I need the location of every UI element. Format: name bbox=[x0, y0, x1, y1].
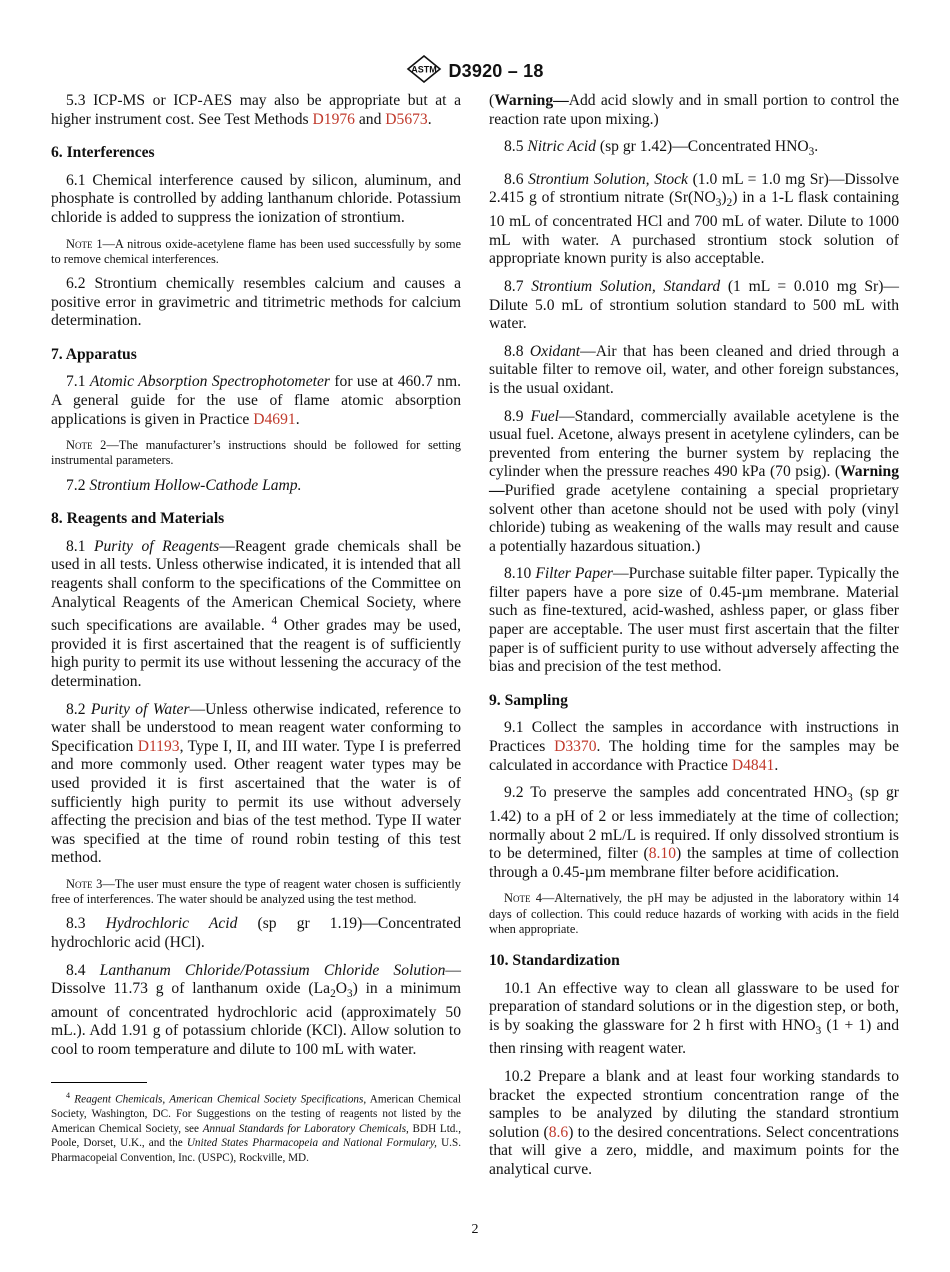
note-1: Note 1—A nitrous oxide-acetylene flame has been used successfully by some to remove chemical interferences. bbox=[51, 236, 461, 266]
para-9-2: 9.2 To preserve the samples add concentrated $HNO_3$ (sp gr 1.42) to a pH of 2 or less immediately at the time of collection; normally about 2 mL/L is required. If only dissolved strontium is to be determined, filter (8.10) the samples at time of collection through a 0.45-µm membrane filter before acidification. bbox=[489, 784, 899, 881]
link-section-8-6[interactable]: 8.6 bbox=[548, 1123, 569, 1141]
footnote-rule bbox=[51, 1082, 147, 1083]
page-header bbox=[0, 55, 950, 88]
para-8-1: 8.1 Purity of Reagents—Reagent grade chemicals shall be used in all tests. Unless otherwise indicated, it is intended that all reagents shall conform to the specifications of the Committee on Analytical Reagents of the American Chemical Society, where such specifications are available. $^4$ Other grades may be used, provided it is first ascertained that the reagent is of sufficiently high purity to permit its use without lessening the accuracy of the determination. bbox=[51, 537, 462, 691]
right-column bbox=[489, 92, 899, 1189]
para-8-7: 8.7 Strontium Solution, Standard (1 mL = 0.010 mg Sr)—Dilute 5.0 mL of strontium solution standard to 500 mL with water. bbox=[489, 277, 900, 333]
para-10-2: 10.2 Prepare a blank and at least four working standards to bracket the expected strontium concentration range of the samples to be analyzed by diluting the standard strontium solution (8.6) to the desired concentrations. Select concentrations that will give a zero, middle, and maximum points for the analytical curve. bbox=[489, 1067, 899, 1178]
note-3: Note 3—The user must ensure the type of reagent water chosen is sufficiently free of interferences. The water should be analyzed using the test method. bbox=[51, 877, 461, 907]
para-7-2: 7.2 Strontium Hollow-Cathode Lamp. bbox=[66, 476, 302, 494]
link-d1193[interactable]: D1193 bbox=[137, 737, 180, 755]
para-7-1: 7.1 Atomic Absorption Spectrophotometer for use at 460.7 nm. A general guide for the use of flame atomic absorption applications is given in Practice D4691. bbox=[51, 373, 462, 428]
para-8-2: 8.2 Purity of Water—Unless otherwise indicated, reference to water shall be understood to mean reagent water conforming to Specification D1193, Type I, II, and III water. Type I is preferred and more commonly used. Other reagent water types may be used provided it is first ascertained that the water is of sufficiently high purity to permit its use without adversely affecting the precision and bias of the test method. Type II water was specified at the time of round robin testing of this test method. bbox=[51, 700, 461, 867]
para-8-6: 8.6 Strontium Solution, Stock (1.0 mL = 1.0 mg Sr)—Dissolve 2.415 g of strontium nitrate $(Sr(NO_3)_2)$ in a 1-L flask containing 10 mL of concentrated HCl and 700 mL of water. Dilute to 1000 mL with water. A purchased strontium stock solution of appropriate known purity is also acceptable. bbox=[489, 170, 900, 268]
footnote-4: $^4$ Reagent Chemicals, American Chemical Society Specifications, American Chemical Society, Washington, DC. For Suggestions on the testing of reagents not listed by the American Chemical Society, see Annual Standards for Laboratory Chemicals, BDH Ltd., Poole, Dorset, U.K., and the United States Pharmacopeia and National Formulary, U.S. Pharmacopeial Convention, Inc. (USPC), Rockville, MD. bbox=[51, 1090, 462, 1164]
para-9-1: 9.1 Collect the samples in accordance with instructions in Practices D3370. The holding time for the samples may be calculated in accordance with Practice D4841. bbox=[489, 719, 899, 774]
section-heading-8: 8. Reagents and Materials bbox=[51, 510, 225, 528]
section-heading-6: 6. Interferences bbox=[51, 144, 155, 162]
note-4: Note 4—Alternatively, the pH may be adjusted in the laboratory within 14 days of collection. This could reduce hazards of working with acids in the field when appropriate. bbox=[489, 891, 899, 936]
para-10-1: 10.1 An effective way to clean all glassware to be used for preparation of standard solutions or in the digestion step, or both, is by soaking the glassware for 2 h first with $HNO_3$ (1 + 1) and then rinsing with reagent water. bbox=[489, 979, 899, 1058]
note-2: Note 2—The manufacturer’s instructions should be followed for setting instrumental parameters. bbox=[51, 438, 461, 468]
para-8-10: 8.10 Filter Paper—Purchase suitable filter paper. Typically the filter papers have a pore size of 0.45-µm membrane. Material such as fine-textured, acid-washed, ashless paper, or glass fiber paper are acceptable. The user must first ascertain that the filter paper is of sufficient purity to use without adversely affecting the bias and precision of the test method. bbox=[489, 565, 899, 676]
para-warning-acid: (Warning—Add acid slowly and in small portion to control the reaction rate upon mixing.) bbox=[489, 92, 899, 128]
para-5-3: 5.3 ICP-MS or ICP-AES may also be appropriate but at a higher instrument cost. See Test Methods D1976 and D5673. bbox=[51, 92, 461, 128]
para-8-4: 8.4 Lanthanum Chloride/Potassium Chloride Solution—Dissolve 11.73 g of lanthanum oxide $(La_2O_3)$ in a minimum amount of concentrated hydrochloric acid (approximately 50 mL.). Add 1.91 g of potassium chloride (KCl). Allow solution to cool to room temperature and dilute to 100 mL with water. bbox=[51, 961, 462, 1059]
link-d4691[interactable]: D4691 bbox=[253, 410, 296, 428]
para-8-9: 8.9 Fuel—Standard, commercially available acetylene is the usual fuel. Acetone, always present in acetylene cylinders, can be prevented from entering the burner system by replacing the cylinder when the pressure reaches 490 kPa (70 psig). (Warning—Purified grade acetylene containing a special proprietary solvent other than acetone should not be used with poly (vinyl chloride) tubing as weakening of the walls may result and cause a potentially hazardous situation.) bbox=[489, 407, 899, 555]
section-heading-10: 10. Standardization bbox=[489, 951, 620, 969]
link-d1976[interactable]: D1976 bbox=[312, 110, 355, 128]
svg-text:ASTM: ASTM bbox=[411, 64, 438, 75]
para-8-5: 8.5 Nitric Acid (sp gr 1.42)—Concentrated $HNO_3$. bbox=[504, 138, 819, 159]
left-column bbox=[51, 92, 461, 1165]
astm-logo-icon bbox=[406, 55, 442, 88]
link-d5673[interactable]: D5673 bbox=[385, 110, 428, 128]
standard-designation: D3920 – 18 bbox=[448, 61, 544, 81]
para-8-8: 8.8 Oxidant—Air that has been cleaned and dried through a suitable filter to remove oil, water, and other foreign substances, is the usual oxidant. bbox=[489, 342, 899, 397]
link-section-8-10[interactable]: 8.10 bbox=[648, 845, 677, 863]
para-6-2: 6.2 Strontium chemically resembles calcium and causes a positive error in gravimetric and titrimetric methods for calcium determination. bbox=[51, 274, 461, 330]
section-heading-7: 7. Apparatus bbox=[51, 345, 137, 363]
page-number: 2 bbox=[471, 1222, 479, 1237]
section-heading-9: 9. Sampling bbox=[489, 691, 568, 709]
para-6-1: 6.1 Chemical interference caused by silicon, aluminum, and phosphate is controlled by adding lanthanum chloride. Potassium chloride is added to suppress the ionization of strontium. bbox=[51, 171, 461, 226]
link-d3370[interactable]: D3370 bbox=[554, 738, 597, 756]
link-d4841[interactable]: D4841 bbox=[731, 756, 775, 774]
para-8-3: 8.3 Hydrochloric Acid (sp gr 1.19)—Concentrated hydrochloric acid (HCl). bbox=[51, 915, 461, 951]
footnote-ref-4[interactable]: 4 bbox=[271, 615, 278, 628]
